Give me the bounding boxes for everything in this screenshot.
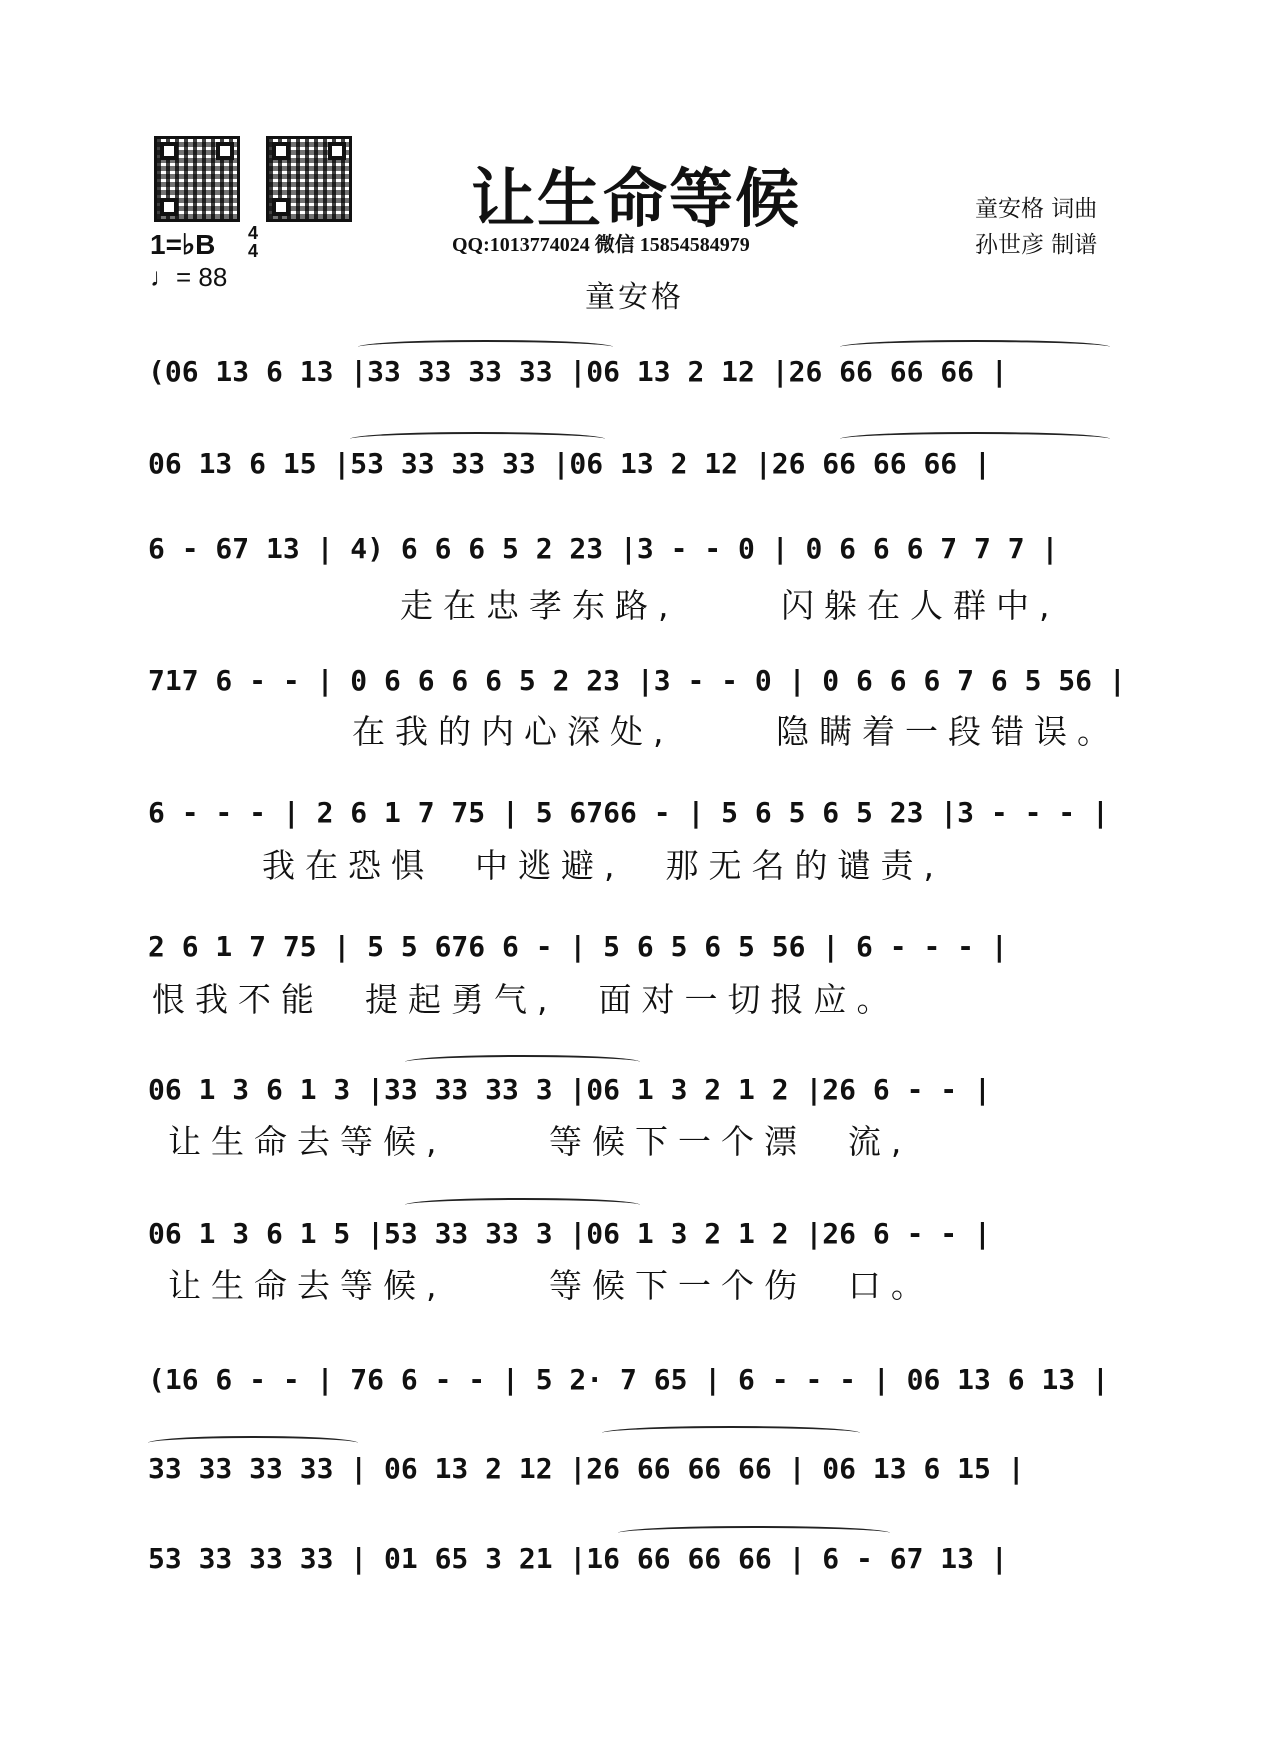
staff-line-7: 06 1 3 6 1 3 |33 33 33 3 |06 1 3 2 1 2 |26 6 - - |: [148, 1073, 991, 1106]
staff-line-5: 6 - - - | 2 6 1 7 75 | 5 6766 - | 5 6 5 6 5 23 |3 - - - |: [148, 796, 1109, 829]
slur: [358, 340, 613, 354]
staff-line-11: 53 33 33 33 | 01 65 3 21 |16 66 66 66 | 6 - 67 13 |: [148, 1542, 1008, 1575]
song-title: 让生命等候: [471, 162, 801, 237]
staff-line-4: 717 6 - - | 0 6 6 6 6 5 2 23 |3 - - 0 | 0 6 6 6 7 6 5 56 |: [148, 664, 1126, 697]
slur: [618, 1526, 890, 1540]
contact-info: QQ:1013774024 微信 15854584979: [452, 234, 750, 256]
staff-line-3: 6 - 67 13 | 4) 6 6 6 5 2 23 |3 - - 0 | 0 6 6 6 7 7 7 |: [148, 532, 1059, 565]
lyric-line-6: 让生命去等候, 等候下一个伤 口。: [168, 1266, 934, 1305]
lyric-line-4: 恨我不能 提起勇气, 面对一切报应。: [152, 980, 900, 1019]
staff-line-6: 2 6 1 7 75 | 5 5 676 6 - | 5 6 5 6 5 56 | 6 - - - |: [148, 930, 1008, 963]
slur: [405, 1055, 640, 1069]
time-signature-top: 4: [248, 223, 259, 243]
transcriber: 孙世彦 制谱: [975, 232, 1098, 258]
staff-line-1: (06 13 6 13 |33 33 33 33 |06 13 2 12 |26 66 66 66 |: [148, 355, 1008, 388]
staff-line-9: (16 6 - - | 76 6 - - | 5 2· 7 65 | 6 - - - | 06 13 6 13 |: [148, 1363, 1109, 1396]
time-signature: [248, 224, 258, 260]
slur: [840, 340, 1110, 354]
lyricist-composer: 童安格 词曲: [975, 196, 1098, 222]
key-signature: 1=♭B: [150, 229, 216, 260]
slur: [148, 1436, 358, 1450]
slur: [840, 432, 1110, 446]
tempo-mark: ♩= 88: [150, 262, 228, 292]
lyric-line-3: 我在恐惧 中逃避, 那无名的谴责,: [262, 846, 944, 885]
time-signature-bottom: 4: [248, 241, 259, 261]
staff-line-10: 33 33 33 33 | 06 13 2 12 |26 66 66 66 | 06 13 6 15 |: [148, 1452, 1025, 1485]
slur: [350, 432, 605, 446]
singer-name: 童安格: [585, 280, 684, 315]
staff-line-8: 06 1 3 6 1 5 |53 33 33 3 |06 1 3 2 1 2 |26 6 - - |: [148, 1217, 991, 1250]
lyric-line-1: 走在忠孝东路, 闪躲在人群中,: [400, 586, 1060, 625]
lyric-line-5: 让生命去等候, 等候下一个漂 流,: [168, 1122, 912, 1161]
slur: [602, 1426, 860, 1440]
slur: [405, 1198, 640, 1212]
lyric-line-2: 在我的内心深处, 隐瞒着一段错误。: [352, 712, 1120, 751]
staff-line-2: 06 13 6 15 |53 33 33 33 |06 13 2 12 |26 66 66 66 |: [148, 447, 991, 480]
